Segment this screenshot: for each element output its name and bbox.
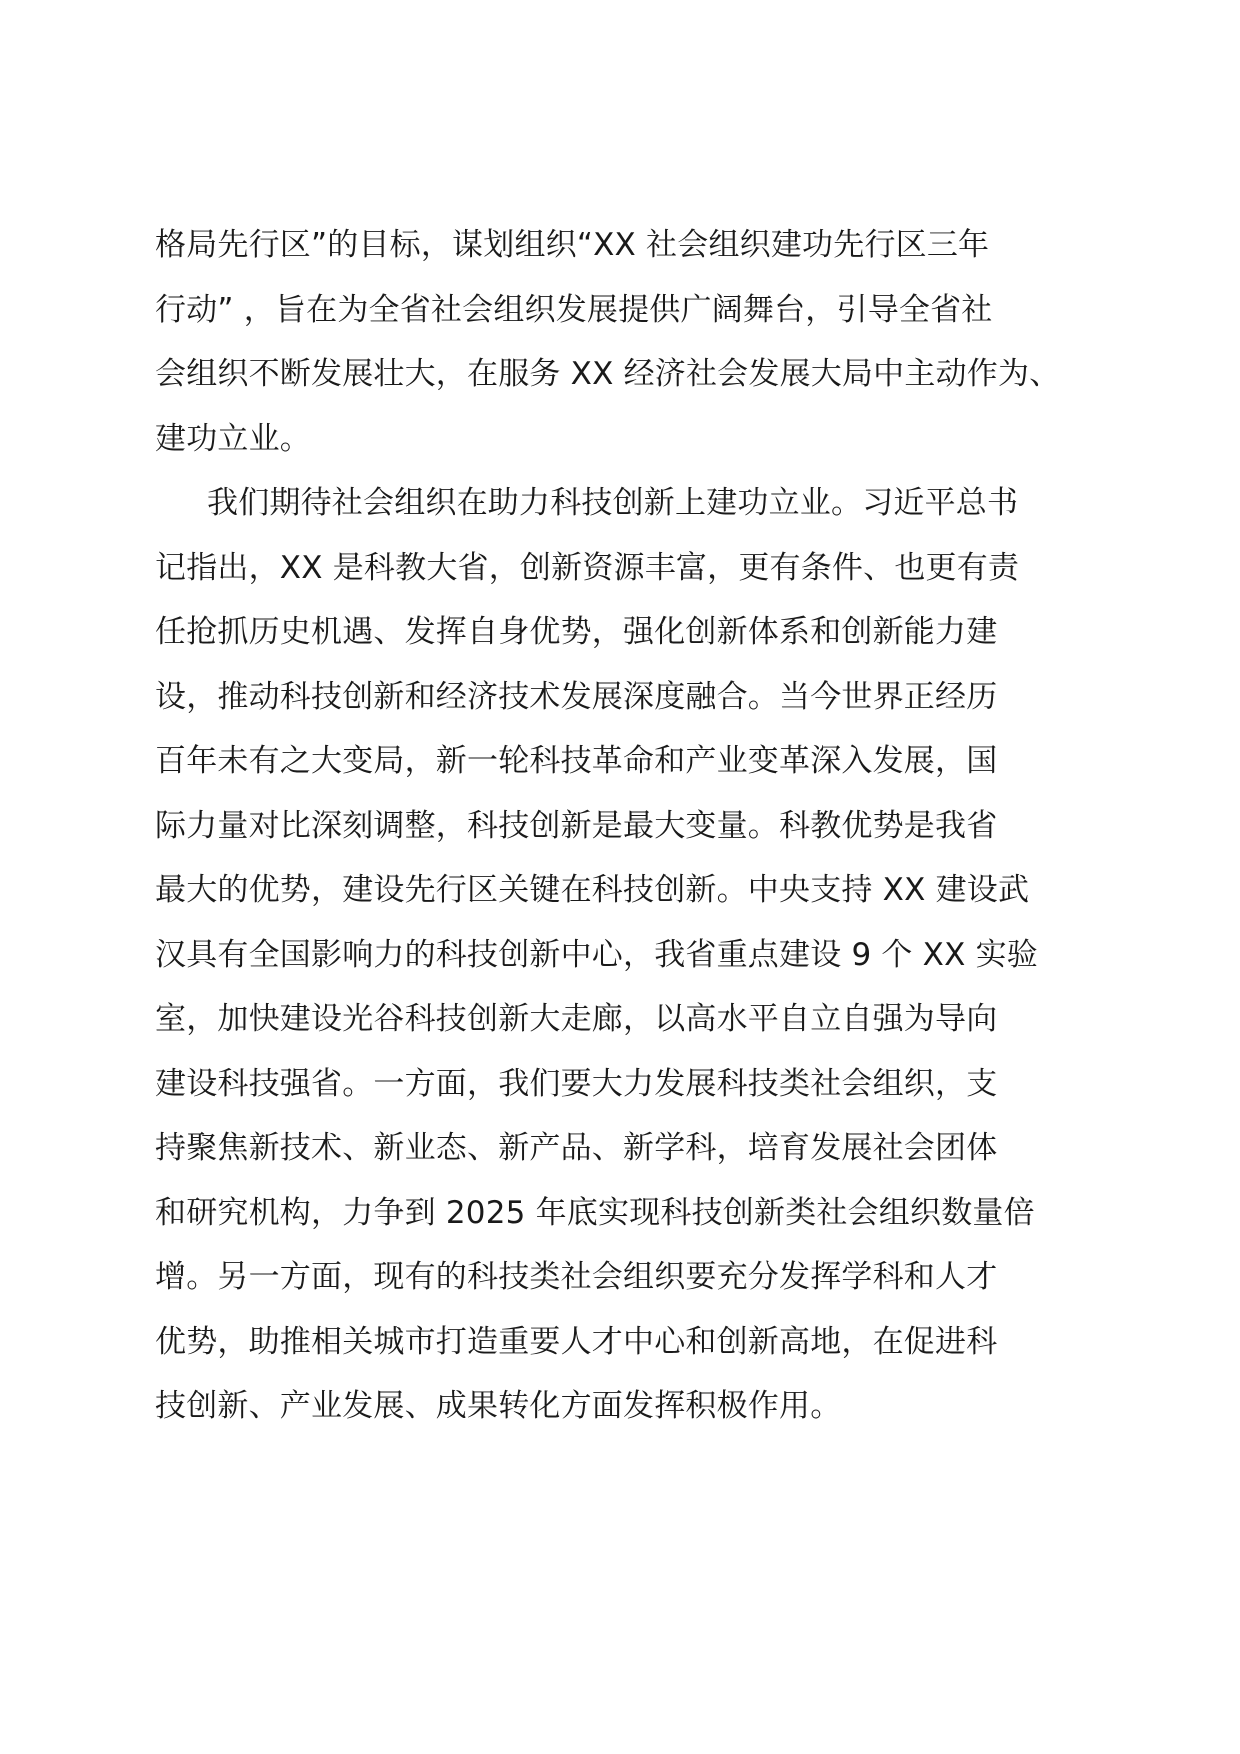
paragraph-line: 会组织不断发展壮大，在服务 XX 经济社会发展大局中主动作为、 (155, 356, 1061, 392)
paragraph-line: 优势，助推相关城市打造重要人才中心和创新高地，在促进科 (155, 1323, 998, 1360)
paragraph-line: 格局先行区”的目标，谋划组织“XX 社会组织建功先行区三年 (155, 227, 990, 263)
document-body (155, 213, 1095, 1439)
paragraph-line: 持聚焦新技术、新业态、新产品、新学科，培育发展社会团体 (155, 1130, 998, 1166)
paragraph-line: 设，推动科技创新和经济技术发展深度融合。当今世界正经历 (155, 678, 998, 715)
paragraph-line: 记指出，XX 是科教大省，创新资源丰富，更有条件、也更有责 (155, 549, 1020, 586)
paragraph-2 (155, 471, 1095, 1439)
paragraph-line: 增。另一方面，现有的科技类社会组织要充分发挥学科和人才 (155, 1259, 998, 1295)
paragraph-line: 任抢抓历史机遇、发挥自身优势，强化创新体系和创新能力建 (155, 614, 998, 650)
paragraph-line: 技创新、产业发展、成果转化方面发挥积极作用。 (155, 1388, 842, 1424)
paragraph-line: 建设科技强省。一方面，我们要大力发展科技类社会组织，支 (155, 1065, 998, 1102)
paragraph-1 (155, 213, 1095, 471)
paragraph-line: 际力量对比深刻调整，科技创新是最大变量。科教优势是我省 (155, 807, 998, 844)
paragraph-line: 最大的优势，建设先行区关键在科技创新。中央支持 XX 建设武 (155, 872, 1030, 908)
paragraph-line: 和研究机构，力争到 2025 年底实现科技创新类社会组织数量倍 (155, 1194, 1035, 1231)
paragraph-line: 室，加快建设光谷科技创新大走廊，以高水平自立自强为导向 (155, 1001, 998, 1037)
paragraph-line: 百年未有之大变局，新一轮科技革命和产业变革深入发展，国 (155, 743, 998, 779)
paragraph-line: 建功立业。 (155, 420, 311, 457)
paragraph-first-line: 我们期待社会组织在助力科技创新上建功立业。习近平总书 (207, 485, 1019, 521)
paragraph-line: 汉具有全国影响力的科技创新中心，我省重点建设 9 个 XX 实验 (155, 936, 1039, 973)
paragraph-line: 行动” ，旨在为全省社会组织发展提供广阔舞台，引导全省社 (155, 291, 993, 328)
